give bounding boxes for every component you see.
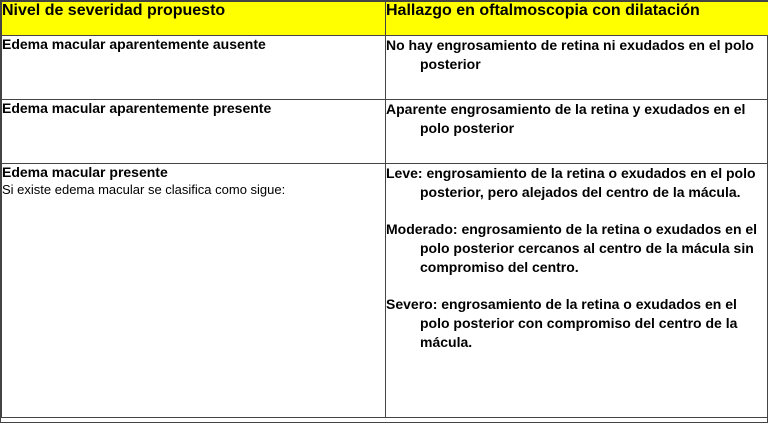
header-ophthalmoscopy-finding: Hallazgo en oftalmoscopia con dilatación <box>386 2 768 36</box>
header-row <box>2 2 768 36</box>
severity-level-cell <box>2 36 386 100</box>
table-row <box>2 100 768 164</box>
finding-cell <box>386 100 768 164</box>
finding-cell <box>386 36 768 100</box>
severity-level-cell <box>2 164 386 418</box>
severity-level-cell <box>2 100 386 164</box>
severity-level-label: Edema macular aparentemente presente <box>2 100 272 116</box>
macular-edema-severity-table <box>1 1 768 418</box>
finding-moderate: Moderado: engrosamiento de la retina o exudados en el polo posterior cercanos al centro de la mácula sin compromiso del centro. <box>386 221 758 275</box>
finding-text: Aparente engrosamiento de la retina y exudados en el polo posterior <box>386 101 746 136</box>
finding-cell <box>386 164 768 418</box>
severity-level-label: Edema macular aparentemente ausente <box>2 36 266 52</box>
severity-level-label: Edema macular presente <box>2 164 168 180</box>
table-row <box>2 164 768 418</box>
header-severity-level: Nivel de severidad propuesto <box>2 2 386 36</box>
finding-mild: Leve: engrosamiento de la retina o exudados en el polo posterior, pero alejados del centro de la mácula. <box>386 165 756 200</box>
table-row <box>2 36 768 100</box>
finding-text: No hay engrosamiento de retina ni exudados en el polo posterior <box>386 37 754 72</box>
finding-severe: Severo: engrosamiento de la retina o exudados en el polo posterior con compromiso del centro de la mácula. <box>386 296 738 350</box>
severity-level-note: Si existe edema macular se clasifica como sigue: <box>2 182 286 197</box>
